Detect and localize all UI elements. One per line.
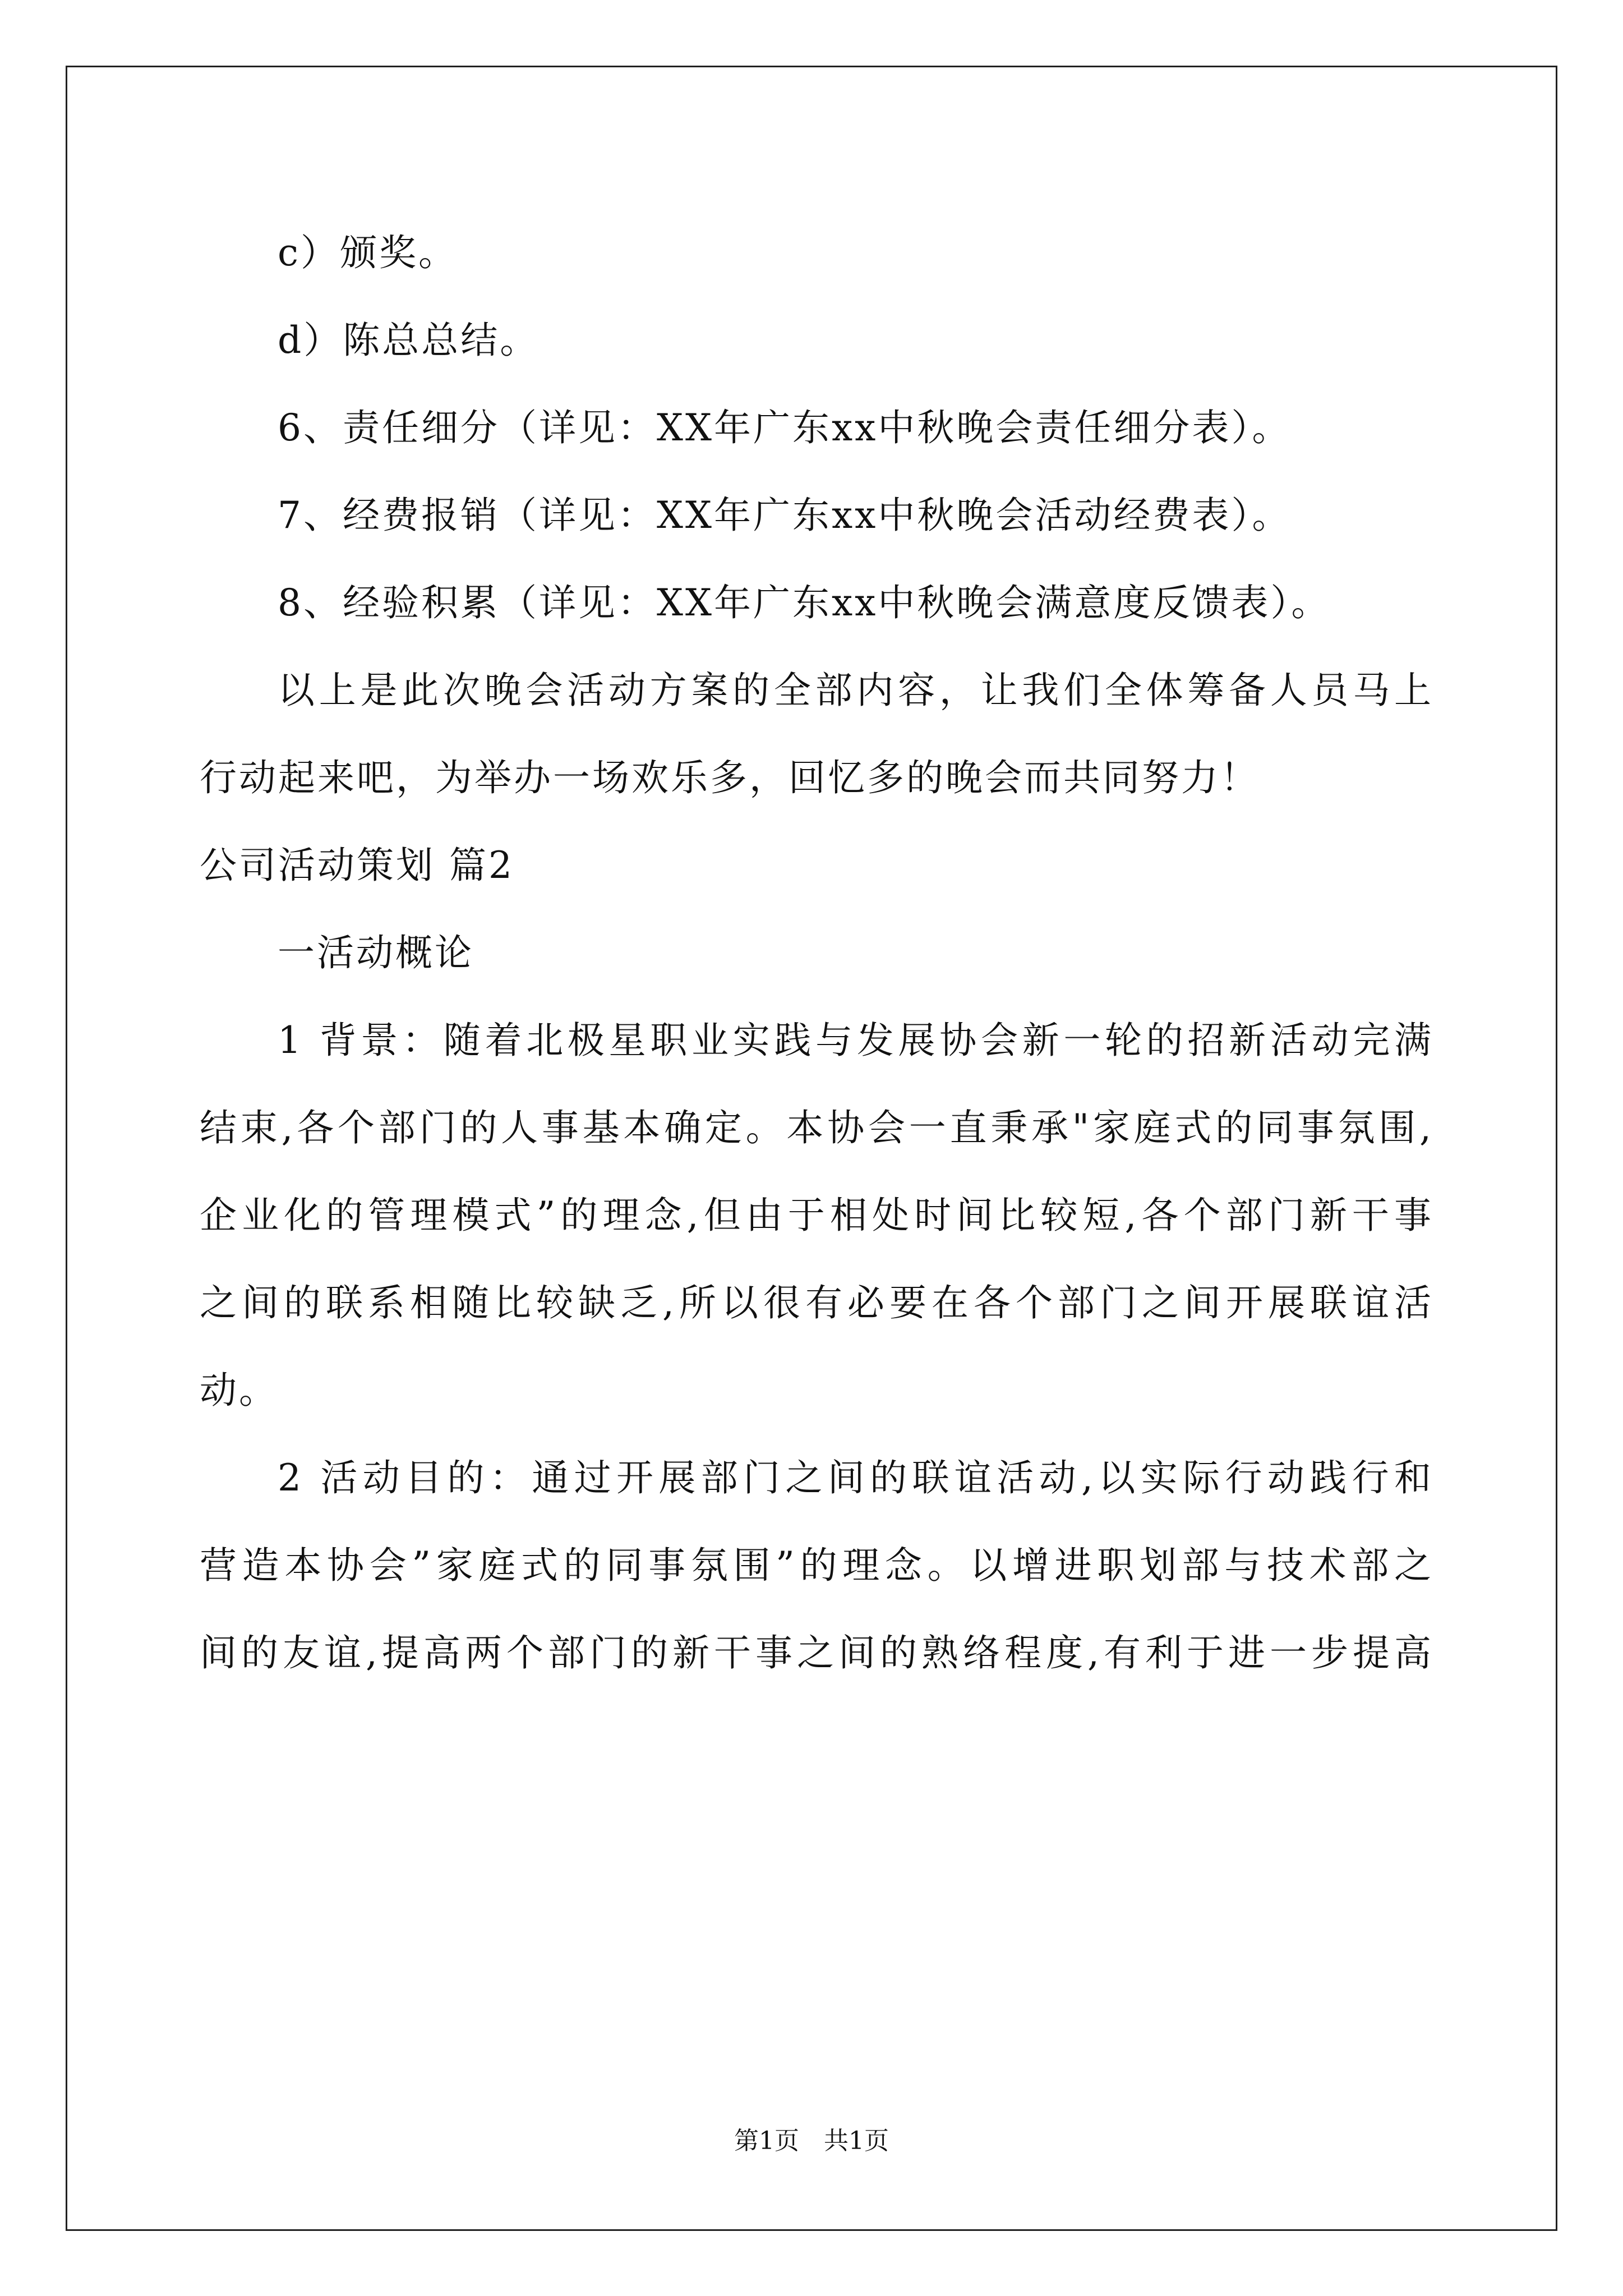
paragraph-background-line-2: 结束,各个部门的人事基本确定。本协会一直秉承"家庭式的同事氛围, bbox=[200, 1106, 1433, 1149]
paragraph-purpose-line-1: 2 活动目的：通过开展部门之间的联谊活动,以实际行动践行和 bbox=[278, 1456, 1433, 1499]
page-number-footer: 第1页 共1页 bbox=[734, 2127, 889, 2155]
list-item-d: d）陈总总结。 bbox=[278, 319, 540, 362]
list-item-6: 6、责任细分（详见：XX年广东xx中秋晚会责任细分表）。 bbox=[278, 406, 1292, 449]
paragraph-background-line-5: 动。 bbox=[200, 1369, 278, 1412]
paragraph-purpose-line-3: 间的友谊,提高两个部门的新干事之间的熟络程度,有利于进一步提高 bbox=[200, 1631, 1433, 1674]
subheading-overview: 一活动概论 bbox=[278, 931, 474, 974]
section-heading: 公司活动策划 篇2 bbox=[200, 844, 514, 887]
paragraph-background-line-1: 1 背景：随着北极星职业实践与发展协会新一轮的招新活动完满 bbox=[278, 1019, 1433, 1062]
paragraph-background-line-4: 之间的联系相随比较缺乏,所以很有必要在各个部门之间开展联谊活 bbox=[200, 1281, 1433, 1324]
paragraph-closing-line-2: 行动起来吧，为举办一场欢乐多，回忆多的晚会而共同努力！ bbox=[200, 756, 1260, 799]
paragraph-purpose-line-2: 营造本协会”家庭式的同事氛围”的理念。以增进职划部与技术部之 bbox=[200, 1544, 1433, 1587]
list-item-8: 8、经验积累（详见：XX年广东xx中秋晚会满意度反馈表）。 bbox=[278, 581, 1331, 624]
paragraph-closing-line-1: 以上是此次晚会活动方案的全部内容，让我们全体筹备人员马上 bbox=[278, 669, 1433, 712]
paragraph-background-line-3: 企业化的管理模式”的理念,但由于相处时间比较短,各个部门新干事 bbox=[200, 1194, 1433, 1237]
list-item-c: c）颁奖。 bbox=[278, 231, 458, 274]
list-item-7: 7、经费报销（详见：XX年广东xx中秋晚会活动经费表）。 bbox=[278, 494, 1292, 537]
